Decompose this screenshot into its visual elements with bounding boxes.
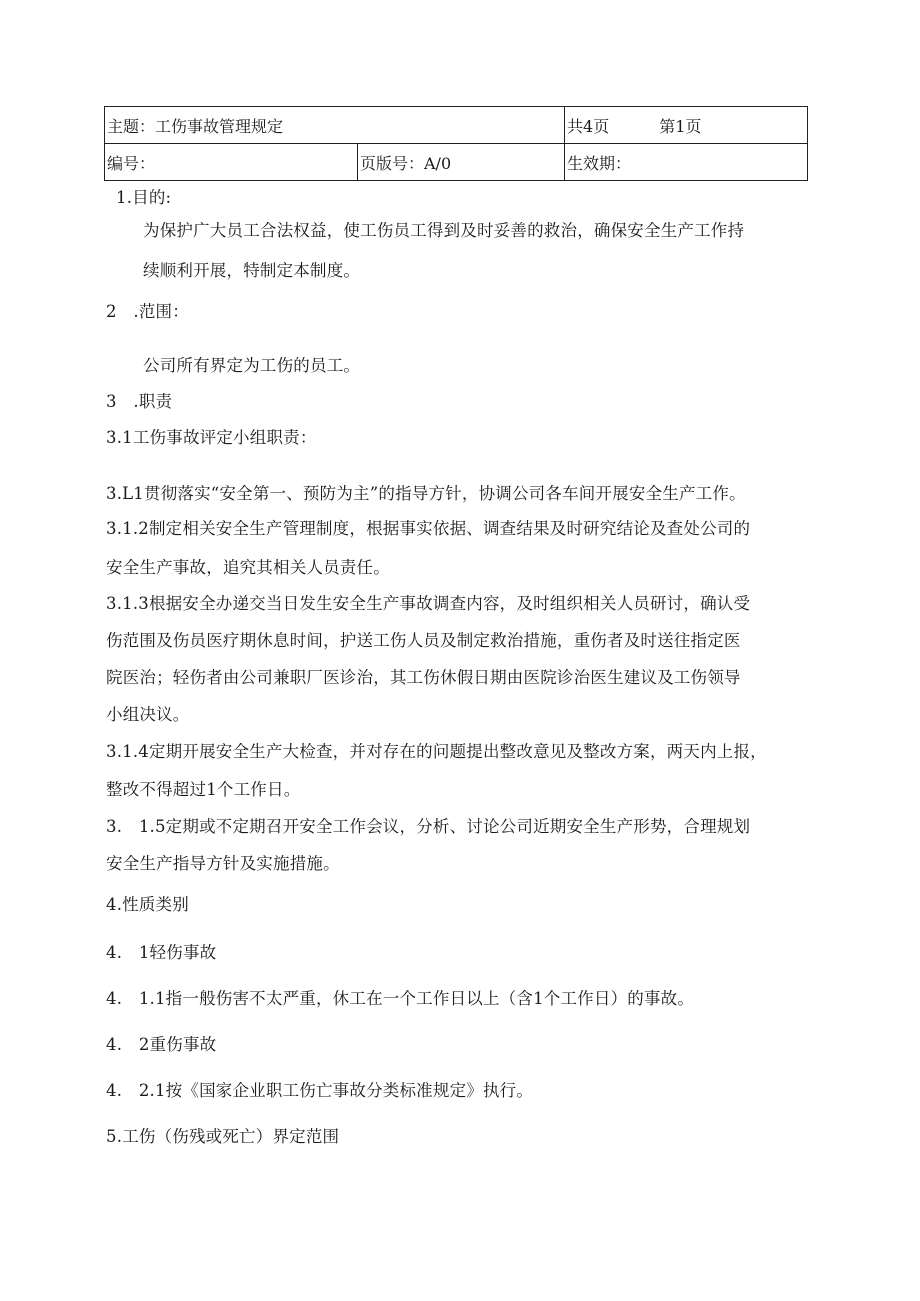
header-table	[104, 106, 808, 181]
total-pages: 共4页	[567, 116, 610, 136]
item-3-1-5-line-1: 3. 1.5定期或不定期召开安全工作会议，分析、讨论公司近期安全生产形势，合理规划	[106, 817, 751, 836]
item-3-1-3-line-1: 3.1.3根据安全办递交当日发生安全生产事故调查内容，及时组织相关人员研讨，确认受	[106, 594, 751, 613]
item-3-1-3-line-4: 小组决议。	[106, 705, 190, 724]
code-cell: 编号：	[105, 144, 358, 181]
section-2-title: 2 .范围：	[106, 302, 189, 321]
item-3-1-4-line-2: 整改不得超过1个工作日。	[106, 780, 301, 799]
item-4-1-1: 4. 1.1指一般伤害不太严重，休工在一个工作日以上（含1个工作日）的事故。	[106, 989, 695, 1008]
section-1-title: 1.目的:	[116, 188, 172, 207]
item-3-1-5-line-2: 安全生产指导方针及实施措施。	[106, 854, 340, 873]
item-3-1-3-line-3: 院医治；轻伤者由公司兼职厂医诊治，其工伤休假日期由医院诊治医生建议及工伤领导	[106, 668, 741, 687]
header-row-1	[105, 107, 808, 144]
page-count-cell	[565, 107, 808, 144]
item-3-1-2-line-2: 安全生产事故，追究其相关人员责任。	[106, 558, 390, 577]
section-4-1-title: 4. 1轻伤事故	[106, 943, 217, 962]
section-3-1-title: 3.1工伤事故评定小组职责：	[106, 428, 317, 447]
item-3-1-3-line-2: 伤范围及伤员医疗期休息时间，护送工伤人员及制定救治措施，重伤者及时送往指定医	[106, 631, 741, 650]
item-3-1-1: 3.L1贯彻落实“安全第一、预防为主”的指导方针，协调公司各车间开展安全生产工作。	[106, 484, 746, 503]
section-2-body: 公司所有界定为工伤的员工。	[143, 356, 361, 375]
section-1-line-1: 为保护广大员工合法权益，使工伤员工得到及时妥善的救治，确保安全生产工作持	[143, 221, 745, 240]
header-row-2	[105, 144, 808, 181]
section-3-title: 3 .职责	[106, 392, 173, 411]
section-5-title: 5.工伤（伤残或死亡）界定范围	[106, 1127, 340, 1146]
subject-cell: 主题：工伤事故管理规定	[105, 107, 565, 144]
item-4-2-1: 4. 2.1按《国家企业职工伤亡事故分类标准规定》执行。	[106, 1081, 534, 1100]
section-4-2-title: 4. 2重伤事故	[106, 1035, 217, 1054]
page-number: 第1页	[659, 116, 702, 136]
item-3-1-4-line-1: 3.1.4定期开展安全生产大检查，并对存在的问题提出整改意见及整改方案，两天内上报，	[106, 742, 767, 761]
version-cell: 页版号：A/0	[358, 144, 565, 181]
effective-date-cell: 生效期：	[565, 144, 808, 181]
section-1-line-2: 续顺利开展，特制定本制度。	[143, 261, 361, 280]
item-3-1-2-line-1: 3.1.2制定相关安全生产管理制度，根据事实依据、调查结果及时研究结论及查处公司的	[106, 519, 751, 538]
section-4-title: 4.性质类别	[106, 895, 189, 914]
